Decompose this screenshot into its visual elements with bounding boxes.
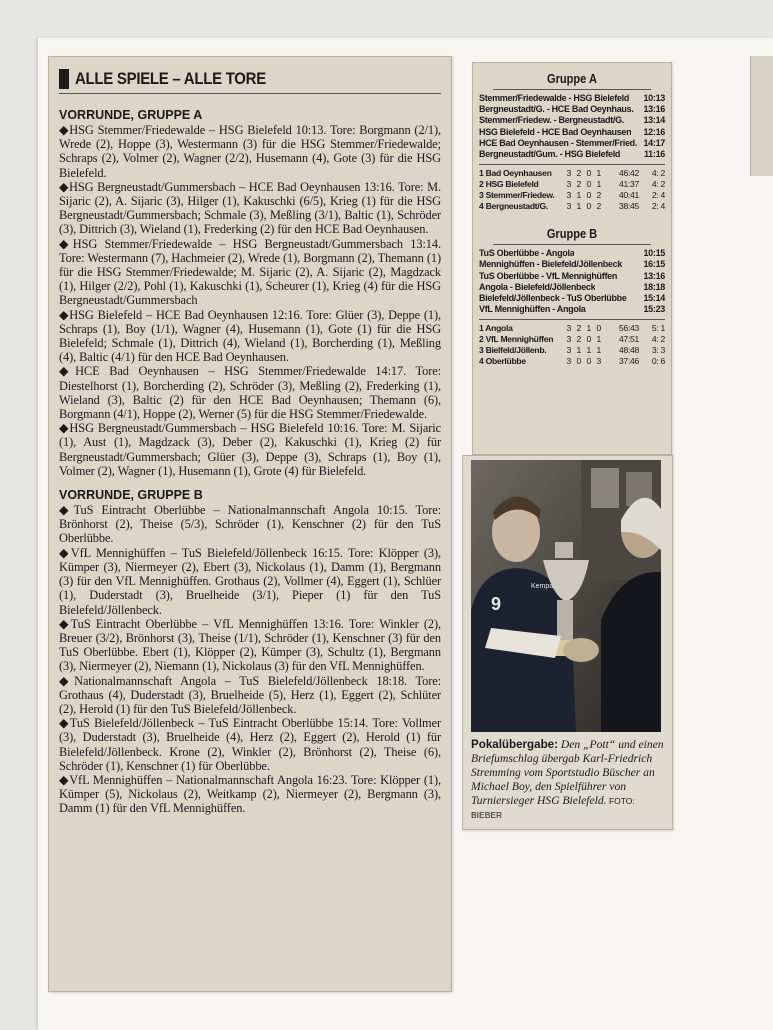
photo-credit: FOTO: BIEBER [471, 796, 635, 820]
standings-goals: 46:42 [618, 168, 639, 179]
standings-l: 1 [596, 334, 601, 345]
match-score: 11:16 [643, 149, 665, 160]
standings-row [479, 201, 665, 212]
match-name: Mennighüffen - Bielefeld/Jöllenbeck [479, 259, 623, 270]
match-name: TuS Oberlübbe - Angola [479, 248, 575, 259]
result-row [479, 138, 665, 149]
result-row [479, 282, 665, 293]
match-score: 14:17 [643, 137, 665, 148]
result-row [479, 248, 665, 259]
match-score: 13:14 [643, 115, 665, 126]
match-name: Bergneustadt/G. - HCE Bad Oeynhaus. [479, 104, 634, 115]
table-list [479, 71, 665, 367]
standings-row [479, 179, 665, 190]
game-report: ◆VfL Mennighüffen – Nationalmannschaft Angola 16:23. Tore: Klöpper (1), Kümper (5), Nickolaus (2), Weitkamp (2), Niermeyer (2), Bergmann (3), Damm (1) für den VfL Mennighüffen. [59, 772, 441, 816]
article-header [59, 63, 441, 94]
game-report: ◆TuS Bielefeld/Jöllenbeck – TuS Eintracht Oberlübbe 15:14. Tore: Vollmer (3), Duderstadt (3), Bruelheide (4), Herz (2), Eggert (2), Herold (1) für Bielefeld/Jöllenbeck. Krone (2), Winkler (2), Brönhorst (2), Theise (6), Schröder (1), Kenschner (1) für Oberlübbe. [59, 716, 441, 773]
award-photo [471, 460, 661, 732]
standings-pts: 4: 2 [651, 334, 665, 345]
group-list [59, 108, 441, 816]
standings-row [479, 334, 665, 345]
jersey-brand: Kempa [531, 583, 554, 590]
photo-caption [471, 738, 664, 822]
standings-goals: 37:46 [618, 356, 639, 367]
standings-row [479, 323, 665, 334]
standings-team: 3 Stemmer/Friedew. [479, 190, 555, 201]
match-name: Bergneustadt/Gum. - HSG Bielefeld [479, 149, 621, 160]
standings-g: 3 [566, 190, 571, 201]
standings-team: 2 HSG Bielefeld [479, 179, 539, 190]
game-report: ◆HSG Stemmer/Friedewalde – HSG Bielefeld 10:13. Tore: Borgmann (2/1), Wrede (2), Hoppe (3), Westermann (3) für die HSG Stemmer/Friedewalde; Schraps (2), Volmer (2), Wagner (2/2), Husemann (4), Gote (3) für die HSG Bielefeld. [59, 123, 441, 180]
partial-clipping [750, 56, 773, 176]
result-row [479, 259, 665, 270]
standings-row [479, 168, 665, 179]
group-table-title: Gruppe A [493, 71, 651, 90]
game-report: ◆HSG Stemmer/Friedewalde – HSG Bergneustadt/Gummersbach 13:14. Tore: Westermann (7), Hachmeier (2), Wrede (1), Borgmann (2), Themann (1) für die HSG Stemmer/Friedewalde; M. Sijaric (2), A. Sijaric (2), Magdzack (1), Hilger (2/2), Pohl (1), Kakuschki (1), Scheurer (1), Krieg (4) für die HSG Bergneustadt/Gummersbach [59, 236, 441, 308]
standings-d: 0 [586, 179, 591, 190]
photo-image [471, 460, 661, 732]
match-name: HCE Bad Oeynhausen - Stemmer/Fried. [479, 137, 638, 148]
standings-w: 2 [576, 179, 581, 190]
standings-g: 3 [566, 345, 571, 356]
standings-row [479, 345, 665, 356]
standings-goals: 38:45 [618, 201, 639, 212]
standings-pts: 4: 2 [651, 168, 665, 179]
jersey-number: 9 [491, 594, 502, 614]
standings-goals: 48:48 [618, 345, 639, 356]
standings-g: 3 [566, 201, 571, 212]
game-report: ◆HSG Bielefeld – HCE Bad Oeynhausen 12:16. Tore: Glüer (3), Deppe (1), Schraps (1), Boy (1/1), Wagner (4), Husemann (1), Gote (1) für die HSG Bielefeld; Schmale (1), Dittrich (4), Wieland (1), Borcherding (1), Meßling (4), Baltic (4/1) für den HCE Bad Oeynhausen. [59, 307, 441, 365]
tables-clipping [472, 62, 672, 455]
game-report: ◆HSG Bergneustadt/Gummersbach – HCE Bad Oeynhausen 13:16. Tore: M. Sijaric (2), A. Sijaric (3), Hilger (1), Kakuschki (6/5), Krieg (1) für die HSG Bergneustadt/Gummersbach; Schmale (3), Meßling (3/1), Baltic (1), Schröder (3), Dittrich (3), Wieland (1), Frederking (2) für den HCE Bad Oeynhausen. [59, 179, 441, 237]
result-row [479, 104, 665, 115]
standings-w: 2 [576, 334, 581, 345]
standings-l: 2 [596, 201, 601, 212]
standings-g: 3 [566, 168, 571, 179]
standings-team: 2 VfL Mennighüffen [479, 334, 554, 345]
caption-lead: Pokalübergabe: [471, 738, 558, 751]
match-name: Bielefeld/Jöllenbeck - TuS Oberlübbe [479, 293, 627, 304]
standings-l: 2 [596, 190, 601, 201]
game-report: ◆TuS Eintracht Oberlübbe – Nationalmannschaft Angola 10:15. Tore: Brönhorst (2), Theise (5/3), Schröder (1), Kenschner (2) für den TuS Oberlübbe. [59, 503, 441, 546]
standings-l: 1 [596, 179, 601, 190]
header-bar [59, 69, 69, 89]
standings-l: 0 [596, 323, 601, 334]
article-title: ALLE SPIELE – ALLE TORE [75, 69, 266, 88]
standings-l: 1 [596, 345, 601, 356]
match-score: 13:16 [643, 270, 665, 281]
game-report: ◆HCE Bad Oeynhausen – HSG Stemmer/Friedewalde 14:17. Tore: Diestelhorst (1), Borcherding (2), Schröder (3), Meßling (2), Frederking (1), Wieland (3), Baltic (2) für den HCE Bad Oeynhausen; Themann (6), Borgmann (4/1), Hoppe (2), Werner (5) für die HSG Stemmer/Friedewalde. [59, 364, 441, 422]
match-score: 15:23 [643, 304, 665, 315]
standings-team: 4 Oberlübbe [479, 356, 526, 367]
standings-team: 4 Bergneustadt/G. [479, 201, 548, 212]
result-row [479, 293, 665, 304]
standings-goals: 56:43 [618, 323, 639, 334]
match-score: 13:16 [643, 104, 665, 115]
standings-pts: 2: 4 [651, 201, 665, 212]
standings-g: 3 [566, 179, 571, 190]
standings-goals: 41:37 [618, 179, 639, 190]
match-score: 10:13 [643, 93, 665, 103]
game-report: ◆HSG Bergneustadt/Gummersbach – HSG Bielefeld 10:16. Tore: M. Sijaric (1), Aust (1), Magdzack (3), Deber (2), Kakuschki (1), Krieg (2) für Bergneustadt/Gummersbach; Glüer (3), Deppe (3), Schraps (1), Boy (1), Volmer (2), Wagner (1), Husemann (1), Grote (4) für Bielefeld. [59, 421, 441, 478]
match-score: 10:15 [643, 248, 665, 259]
game-report: ◆VfL Mennighüffen – TuS Bielefeld/Jöllenbeck 16:15. Tore: Klöpper (3), Kümper (3), Niermeyer (2), Ebert (3), Nickolaus (1), Damm (1), Bergmann (3) für den VfL Mennighüffen. Grothaus (2), Vollmer (4), Eggert (1), Schlüer (1), Duderstadt (3), Bruelheide (3/1), Pieper (1) für den TuS Bielefeld/Jöllenbeck. [59, 545, 441, 617]
match-score: 12:16 [643, 126, 665, 137]
standings-team: 1 Bad Oeynhausen [479, 168, 552, 179]
match-name: HSG Bielefeld - HCE Bad Oeynhausen [479, 126, 632, 137]
standings-d: 0 [586, 168, 591, 179]
standings-pts: 2: 4 [651, 190, 665, 201]
standings-pts: 0: 6 [651, 356, 665, 367]
standings-pts: 5: 1 [651, 323, 665, 334]
results-article [48, 56, 452, 992]
standings-d: 0 [586, 201, 591, 212]
standings-w: 0 [576, 356, 581, 367]
result-row [479, 115, 665, 126]
result-row [479, 93, 665, 104]
group-heading: VORRUNDE, GRUPPE B [59, 488, 203, 503]
game-report: ◆TuS Eintracht Oberlübbe – VfL Mennighüffen 13:16. Tore: Winkler (2), Breuer (3/2), Brönhorst (3), Theise (1/1), Schröder (1), Kenschner (3) für den TuS Oberlübbe. Ebert (1), Klöpper (2), Kümper (3), Schultz (1), Bergmann (3), Niermeyer (2), Niemann (1), Nickolaus (3) für den VfL Mennighüffen. [59, 616, 441, 674]
group-heading: VORRUNDE, GRUPPE A [59, 108, 203, 122]
match-name: TuS Oberlübbe - VfL Mennighüffen [479, 270, 618, 281]
standings-table [479, 319, 665, 367]
standings-d: 0 [586, 334, 591, 345]
standings-w: 1 [576, 345, 581, 356]
standings-pts: 4: 2 [651, 179, 665, 190]
standings-pts: 3: 3 [651, 345, 665, 356]
standings-row [479, 356, 665, 367]
standings-d: 1 [586, 323, 591, 334]
standings-g: 3 [566, 356, 571, 367]
result-row [479, 149, 665, 160]
standings-d: 0 [586, 190, 591, 201]
match-score: 15:14 [643, 293, 665, 304]
match-score: 18:18 [643, 281, 665, 292]
result-row [479, 304, 665, 315]
standings-table [479, 164, 665, 212]
standings-w: 2 [576, 168, 581, 179]
standings-w: 1 [576, 190, 581, 201]
standings-row [479, 190, 665, 201]
standings-d: 0 [586, 356, 591, 367]
standings-team: 3 Bielfeld/Jöllenb. [479, 345, 547, 356]
photo-clipping [462, 455, 673, 830]
standings-team: 1 Angola [479, 323, 513, 334]
result-row [479, 271, 665, 282]
match-name: Stemmer/Friedew. - Bergneustadt/G. [479, 115, 625, 126]
standings-l: 3 [596, 356, 601, 367]
match-name: Angola - Bielefeld/Jöllenbeck [479, 281, 596, 292]
standings-goals: 40:41 [618, 190, 639, 201]
standings-d: 1 [586, 345, 591, 356]
match-name: Stemmer/Friedewalde - HSG Bielefeld [479, 93, 630, 103]
standings-w: 1 [576, 201, 581, 212]
match-name: VfL Mennighüffen - Angola [479, 304, 586, 315]
caption-body: Den „Pott“ und einen Briefumschlag übergab Karl-Friedrich Stremming vom Sportstudio Büscher an Michael Boy, den Spielführer von Turniersieger HSG Bielefeld. [471, 738, 664, 807]
standings-goals: 47:51 [618, 334, 639, 345]
game-report: ◆Nationalmannschaft Angola – TuS Bielefeld/Jöllenbeck 18:18. Tore: Grothaus (4), Duderstadt (3), Bruelheide (5), Herz (1), Eggert (2), Schlüter (2), Herold (1) für den TuS Bielefeld/Jöllenbeck. [59, 673, 441, 716]
standings-w: 2 [576, 323, 581, 334]
standings-g: 3 [566, 323, 571, 334]
match-score: 16:15 [643, 259, 665, 270]
result-row [479, 127, 665, 138]
standings-l: 1 [596, 168, 601, 179]
group-table-title: Gruppe B [493, 226, 651, 245]
standings-g: 3 [566, 334, 571, 345]
